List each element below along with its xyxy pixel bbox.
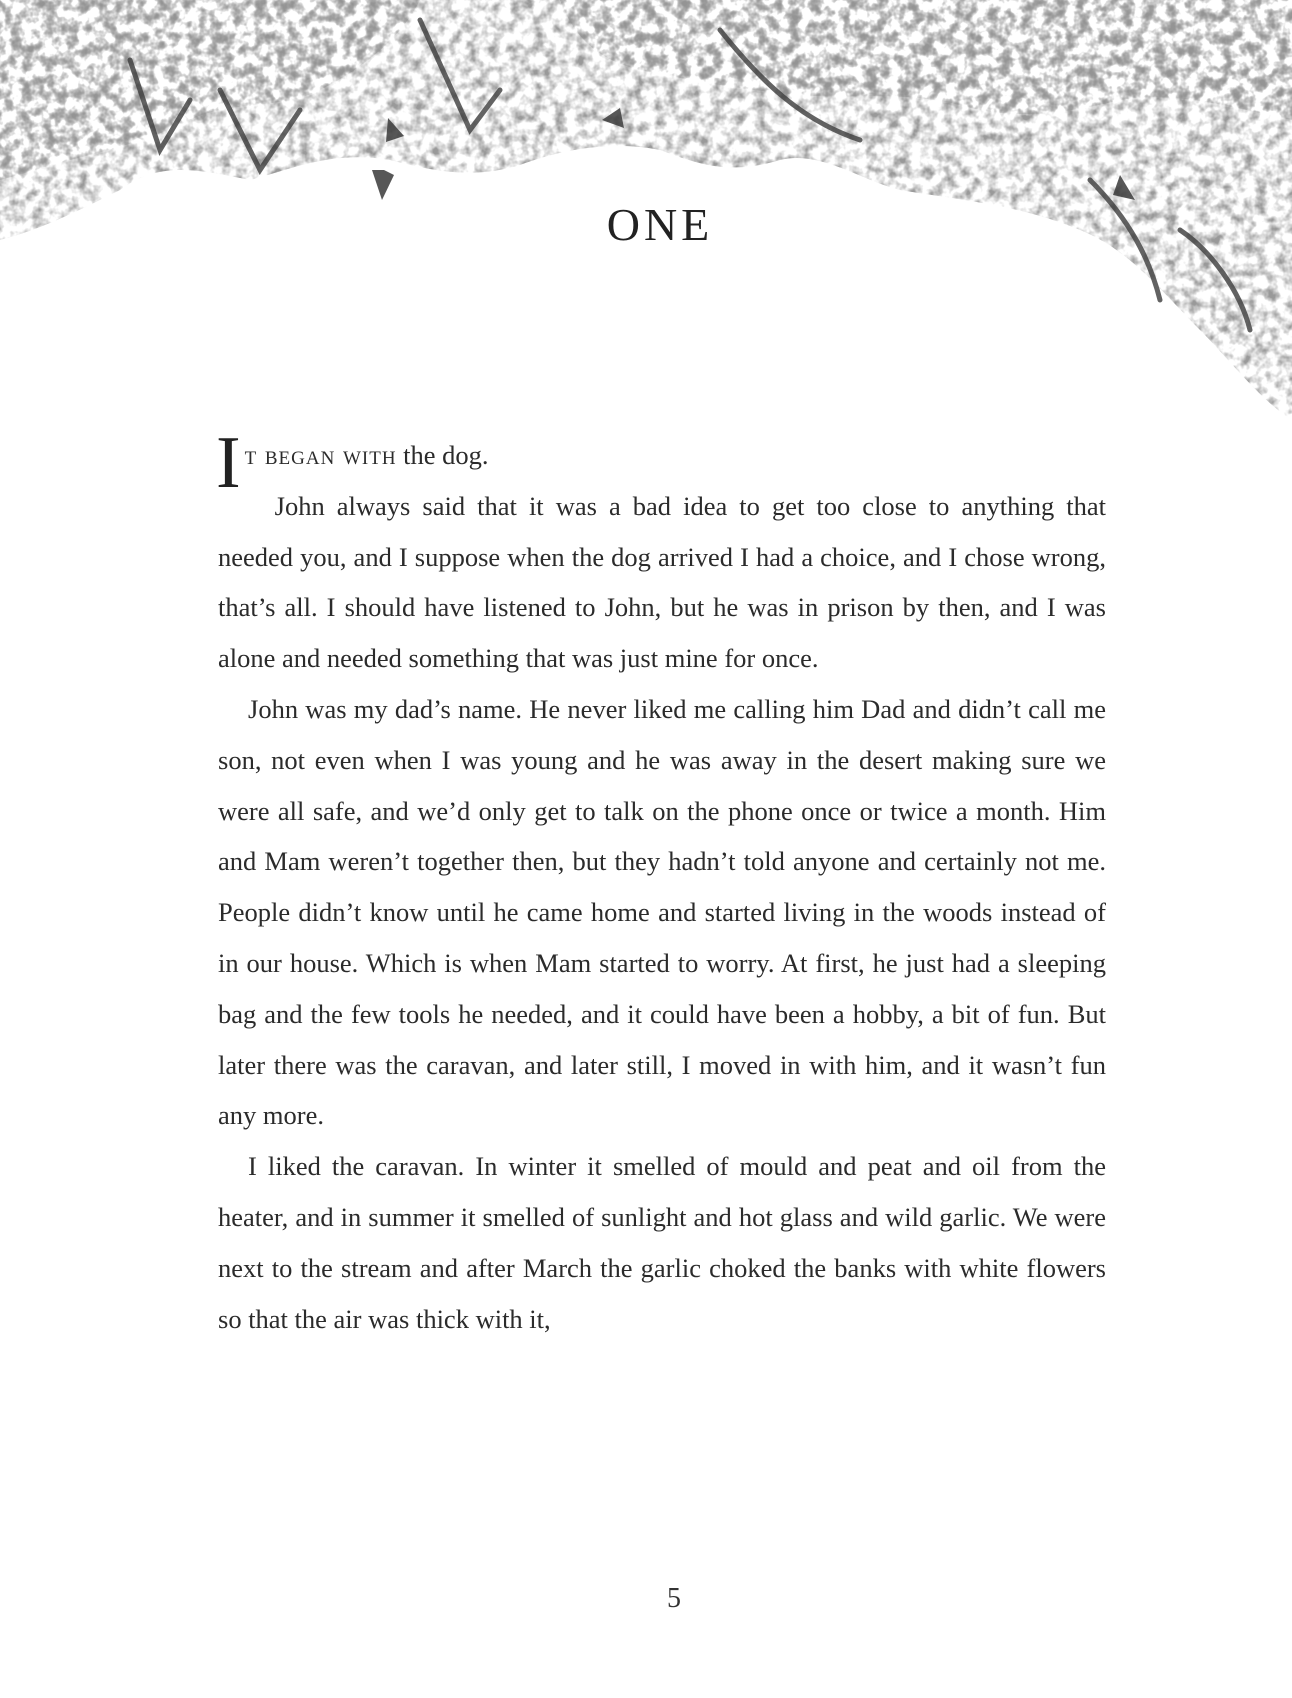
- opening-rest: the dog.: [396, 440, 489, 470]
- body-text: [216, 422, 1106, 1344]
- drop-cap: I: [216, 422, 241, 504]
- opening-small-caps: t began with: [244, 440, 397, 470]
- opening-paragraph: [216, 422, 1106, 504]
- chapter-title: ONE: [606, 199, 714, 250]
- paragraph: John was my dad’s name. He never liked me calling him Dad and didn’t call me son, not even when I was young and he was away in the desert making sure we were all safe, and we’d only get to talk on the phone once or twice a month. Him and Mam weren’t together then, but they hadn’t told anyone and certainly not me. People didn’t know until he came home and started living in the woods instead of in our house. Which is when Mam started to worry. At first, he just had a sleeping bag and the few tools he needed, and it could have been a hobby, a bit of fun. But later there was the caravan, and later still, I moved in with him, and it wasn’t fun any more.: [218, 693, 1106, 1131]
- paragraph: I liked the caravan. In winter it smelled of mould and peat and oil from the heater, and in summer it smelled of sunlight and hot glass and wild garlic. We were next to the stream and after March the garlic choked the banks with white flowers so that the air was thick with it,: [218, 1151, 1106, 1334]
- paragraph: John always said that it was a bad idea to get too close to anything that needed you, and I suppose when the dog arrived I had a choice, and I chose wrong, that’s all. I should have listened to John, but he was in prison by then, and I was alone and needed something that was just mine for once.: [218, 490, 1106, 674]
- page-number: 5: [667, 1583, 681, 1614]
